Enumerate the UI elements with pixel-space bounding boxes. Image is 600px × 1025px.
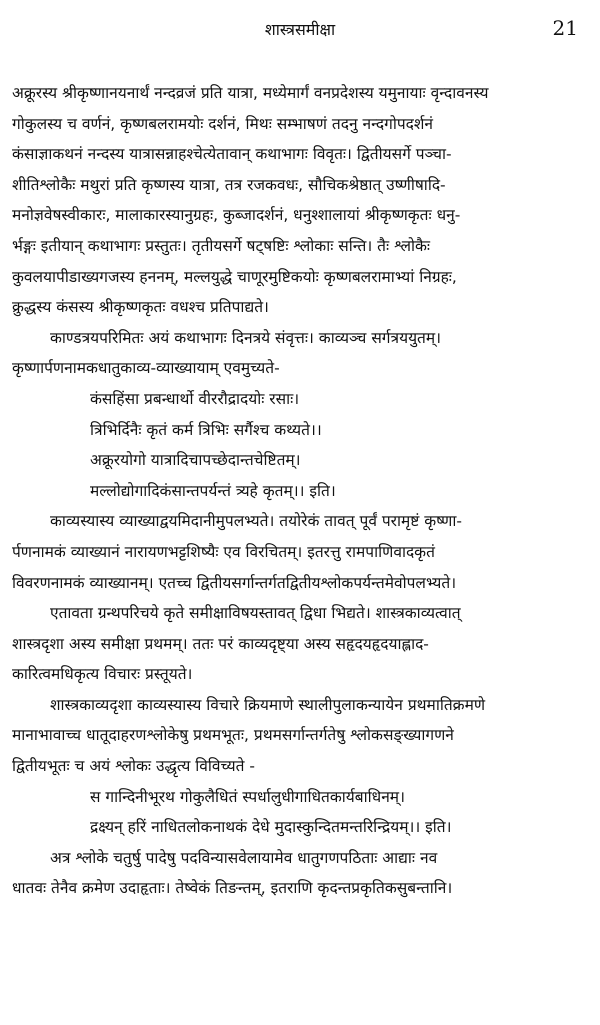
text-line: शास्त्रदृशा अस्य समीक्षा प्रथमम्। ततः परं काव्यदृष्ट्या अस्य सहृदयहृदयाह्लाद- bbox=[12, 634, 429, 653]
verse-line: द्रक्ष्यन् हरिं नाधितलोकनाथकं देधे मुदास्कुन्दितमन्तरिन्द्रियम्।। इति। bbox=[90, 818, 452, 837]
text-line: अत्र श्लोके चतुर्षु पादेषु पदविन्यासवेलायामेव धातुगणपठिताः आद्याः नव bbox=[50, 848, 438, 867]
verse-line: कंसहिंसा प्रबन्धार्थो वीररौद्रादयोः रसाः। bbox=[90, 389, 300, 408]
verse-line: स गान्दिनीभूरथ गोकुलैधितं स्पर्धालुधीगाधितकार्यबाधिनम्। bbox=[90, 787, 405, 806]
text-line: मनोज्ञवेषस्वीकारः, मालाकारस्यानुग्रहः, कुब्जादर्शनं, धनुश्शालायां श्रीकृष्णकृतः धनु- bbox=[12, 206, 461, 225]
text-line: अक्रूरस्य श्रीकृष्णानयनार्थं नन्दव्रजं प्रति यात्रा, मध्येमार्गं वनप्रदेशस्य यमुनायाः वृन्दावनस्य bbox=[12, 84, 489, 102]
text-line: र्पणनामकं व्याख्यानं नारायणभट्टशिष्यैः एव विरचितम्। इतरत्तु रामपाणिवादकृतं bbox=[12, 542, 435, 561]
verse-line: अक्रूरयोगो यात्रादिचापच्छेदान्तचेष्टितम्। bbox=[90, 451, 301, 470]
text-line: कंसाज्ञाकथनं नन्दस्य यात्रासन्नाहश्चेत्येतावान् कथाभागः विवृतः। द्वितीयसर्गे पञ्चा- bbox=[12, 145, 452, 164]
text-line: कुवलयापीडाख्यगजस्य हननम्, मल्लयुद्धे चाणूरमुष्टिकयोः कृष्णबलरामाभ्यां निग्रहः, bbox=[12, 267, 457, 286]
page-header bbox=[12, 10, 588, 50]
text-line: धातवः तेनैव क्रमेण उदाहृताः। तेष्वेकं तिङन्तम्, इतराणि कृदन्तप्रकृतिकसुबन्तानि। bbox=[12, 879, 453, 898]
text-line: कृष्णार्पणनामकधातुकाव्य-व्याख्यायाम् एवमुच्यते- bbox=[12, 359, 280, 378]
text-line: मानाभावाच्च धातूदाहरणश्लोकेषु प्रथमभूतः, प्रथमसर्गान्तर्गतेषु श्लोकसङ्ख्यागणने bbox=[12, 726, 454, 745]
page-number: 21 bbox=[552, 16, 578, 40]
text-line: द्वितीयभूतः च अयं श्लोकः उद्धृत्य विविच्यते - bbox=[12, 757, 255, 776]
text-line: शीतिश्लोकैः मथुरां प्रति कृष्णस्य यात्रा, तत्र रजकवधः, सौचिकश्रेष्ठात् उष्णीषादि- bbox=[12, 175, 446, 194]
verse-line: मल्लोद्योगादिकंसान्तपर्यन्तं त्र्यहे कृतम्।। इति। bbox=[90, 481, 336, 500]
text-line: विवरणनामकं व्याख्यानम्। एतच्च द्वितीयसर्गान्तर्गतद्वितीयश्लोकपर्यन्तमेवोपलभ्यते। bbox=[12, 573, 457, 592]
text-line: गोकुलस्य च वर्णनं, कृष्णबलरामयोः दर्शनं, मिथः सम्भाषणं तदनु नन्दगोपदर्शनं bbox=[12, 114, 434, 133]
text-line: कारित्वमधिकृत्य विचारः प्रस्तूयते। bbox=[12, 665, 193, 684]
text-line: शास्त्रकाव्यदृशा काव्यस्यास्य विचारे क्रियमाणे स्थालीपुलाकन्यायेन प्रथमातिक्रमणे bbox=[50, 695, 486, 714]
text-line: क्रुद्धस्य कंसस्य श्रीकृष्णकृतः वधश्च प्रतिपाद्यते। bbox=[12, 298, 269, 317]
text-line: काव्यस्यास्य व्याख्याद्वयमिदानीमुपलभ्यते। तयोरेकं तावत् पूर्वं परामृष्टं कृष्णा- bbox=[50, 512, 462, 531]
verse-line: त्रिभिर्दिनैः कृतं कर्म त्रिभिः सर्गैश्च कथ्यते।। bbox=[90, 420, 322, 439]
running-title: शास्त्रसमीक्षा bbox=[264, 20, 336, 39]
text-line: र्भङ्गः इतीयान् कथाभागः प्रस्तुतः। तृतीयसर्गे षट्षष्टिः श्लोकाः सन्ति। तैः श्लोकैः bbox=[12, 236, 431, 255]
page-body bbox=[12, 78, 588, 904]
text-line: एतावता ग्रन्थपरिचये कृते समीक्षाविषयस्तावत् द्विधा भिद्यते। शास्त्रकाव्यत्वात् bbox=[50, 604, 461, 623]
text-line: काण्डत्रयपरिमितः अयं कथाभागः दिनत्रये संवृत्तः। काव्यञ्च सर्गत्रययुतम्। bbox=[50, 328, 442, 347]
